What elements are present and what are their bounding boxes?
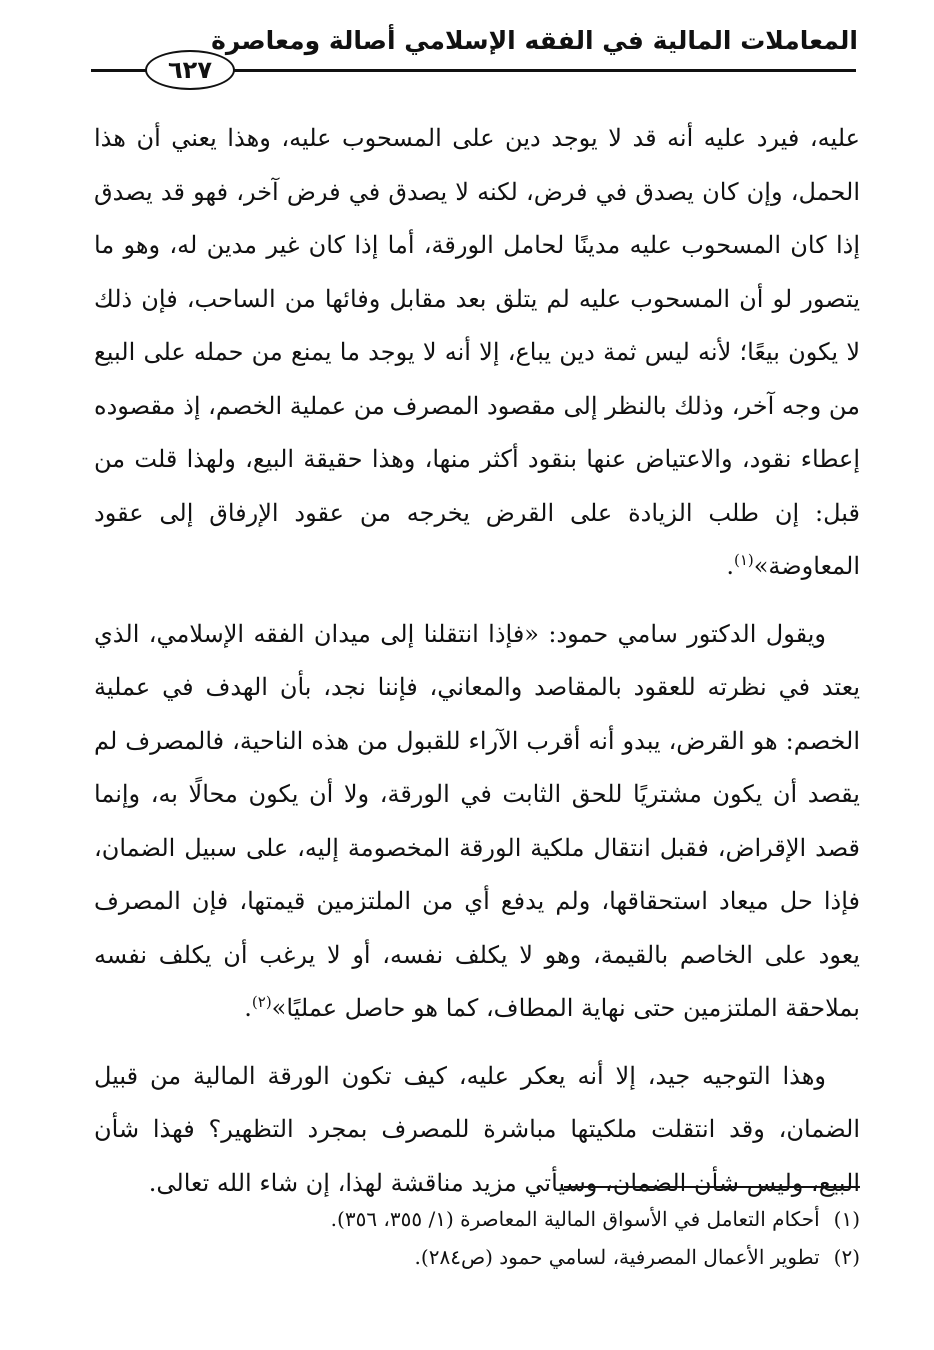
footnote-1-mark: (١) xyxy=(833,1207,860,1231)
paragraph-2-tail: . xyxy=(244,994,252,1022)
paragraph-1-tail: . xyxy=(726,552,734,580)
footnote-reference-2: (٢) xyxy=(251,993,272,1011)
running-title: المعاملات المالية في الفقه الإسلامي أصالة ومعاصرة xyxy=(211,26,858,55)
footnote-1-text: أحكام التعامل في الأسواق المالية المعاصرة (١/ ٣٥٥، ٣٥٦). xyxy=(330,1207,820,1231)
paragraph-1 xyxy=(94,112,860,594)
paragraph-2-text: ويقول الدكتور سامي حمود: «فإذا انتقلنا إلى ميدان الفقه الإسلامي، الذي يعتد في نظرته للعقود بالمقاصد والمعاني، فإننا نجد، بأن الهدف في عملية الخصم: هو القرض، يبدو أنه أقرب الآراء للقبول من هذه الناحية، فالمصرف لم يقصد أن يكون مشتريًا للحق الثابت في الورقة، ولا أن يكون محالًا به، وإنما قصد الإقراض، فقبل انتقال ملكية الورقة المخصومة إليه، على سبيل الضمان، فإذا حل ميعاد استحقاقها، ولم يدفع أي من الملتزمين قيمتها، فإن المصرف يعود على الخاصم بالقيمة، وهو لا يكلف نفسه، أو لا يرغب أن يكلف نفسه بملاحقة الملتزمين حتى نهاية المطاف، كما هو حاصل عمليًا» xyxy=(94,619,861,1022)
page-number: ٦٢٧ xyxy=(145,50,235,90)
footnote-2-mark: (٢) xyxy=(833,1245,860,1269)
footnote-reference-1: (١) xyxy=(733,551,754,569)
footnote-1 xyxy=(94,1200,860,1238)
paragraph-2 xyxy=(94,608,860,1036)
footnote-2-text: تطوير الأعمال المصرفية، لسامي حمود (ص٢٨٤). xyxy=(414,1245,820,1269)
footnotes xyxy=(94,1200,860,1276)
body-text xyxy=(94,112,860,1210)
footnote-2 xyxy=(94,1238,860,1276)
paragraph-3-text: وهذا التوجيه جيد، إلا أنه يعكر عليه، كيف تكون الورقة المالية من قبيل الضمان، وقد انتقلت ملكيتها مباشرة للمصرف بمجرد التظهير؟ فهذا شأن البيع، وليس شأن الضمان، وسيأتي مزيد مناقشة لهذا، إن شاء الله تعالى. xyxy=(94,1061,861,1197)
paragraph-1-text: عليه، فيرد عليه أنه قد لا يوجد دين على المسحوب عليه، وهذا يعني أن هذا الحمل، وإن كان يصدق في فرض، لكنه لا يصدق في فرض آخر، فهو قد يصدق إذا كان المسحوب عليه مدينًا لحامل الورقة، أما إذا كان غير مدين له، وهو ما يتصور لو أن المسحوب عليه لم يتلق بعد مقابل وفائها من الساحب، فإن ذلك لا يكون بيعًا؛ لأنه ليس ثمة دين يباع، إلا أنه لا يوجد ما يمنع من حمله على البيع من وجه آخر، وذلك بالنظر إلى مقصود المصرف من عملية الخصم، إذ مقصوده إعطاء نقود، والاعتياض عنها بنقود أكثر منها، وهذا حقيقة البيع، ولهذا قلت من قبل: إن طلب الزيادة على القرض يخرجه من عقود الإرفاق إلى عقود المعاوضة» xyxy=(94,124,861,580)
footnote-rule xyxy=(564,1186,860,1188)
